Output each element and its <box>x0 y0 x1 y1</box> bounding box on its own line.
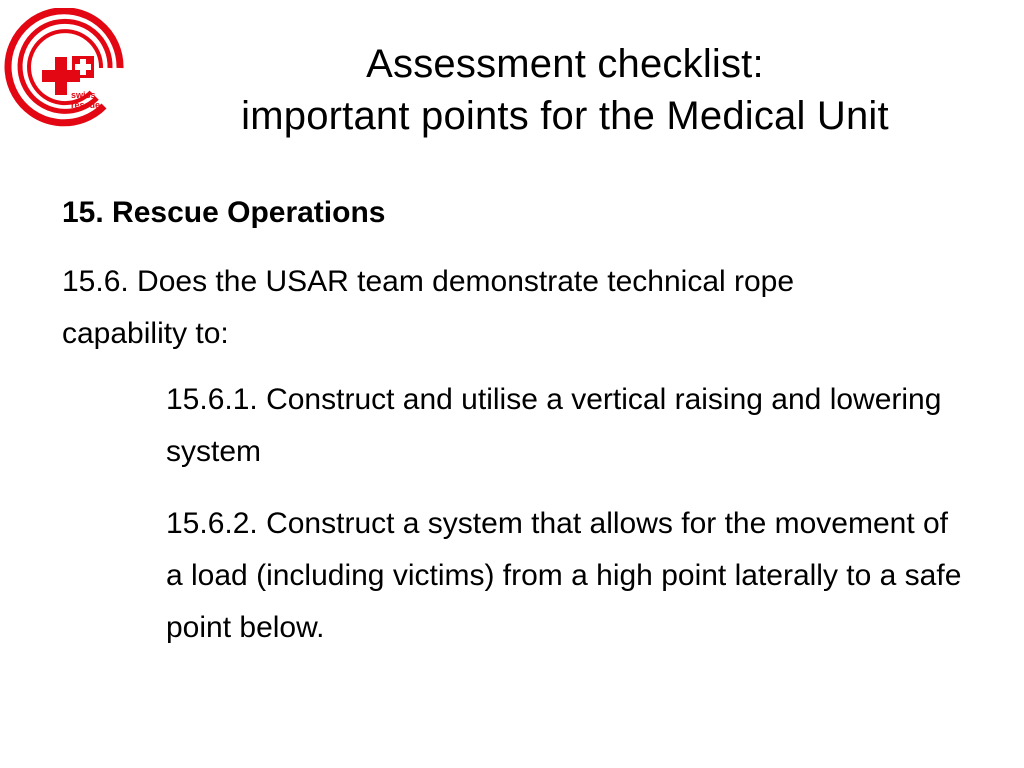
swiss-rescue-logo-graphic <box>4 8 130 134</box>
slide-title <box>120 38 1010 142</box>
title-line-2: important points for the Medical Unit <box>241 94 889 138</box>
section-heading: 15. Rescue Operations <box>62 196 386 229</box>
checklist-item-15-6-1: 15.6.1. Construct and utilise a vertical raising and lowering system <box>166 383 942 468</box>
swiss-rescue-logo <box>4 8 130 134</box>
checklist-item-15-6-2: 15.6.2. Construct a system that allows for the movement of a load (including victims) from a high point laterally to a safe point below. <box>166 507 962 644</box>
question-text: 15.6. Does the USAR team demonstrate technical rope capability to: <box>62 265 795 350</box>
logo-text-swiss: swiss <box>71 90 96 100</box>
logo-text-rescue: rescue <box>71 100 101 110</box>
title-line-1: Assessment checklist: <box>366 42 764 86</box>
